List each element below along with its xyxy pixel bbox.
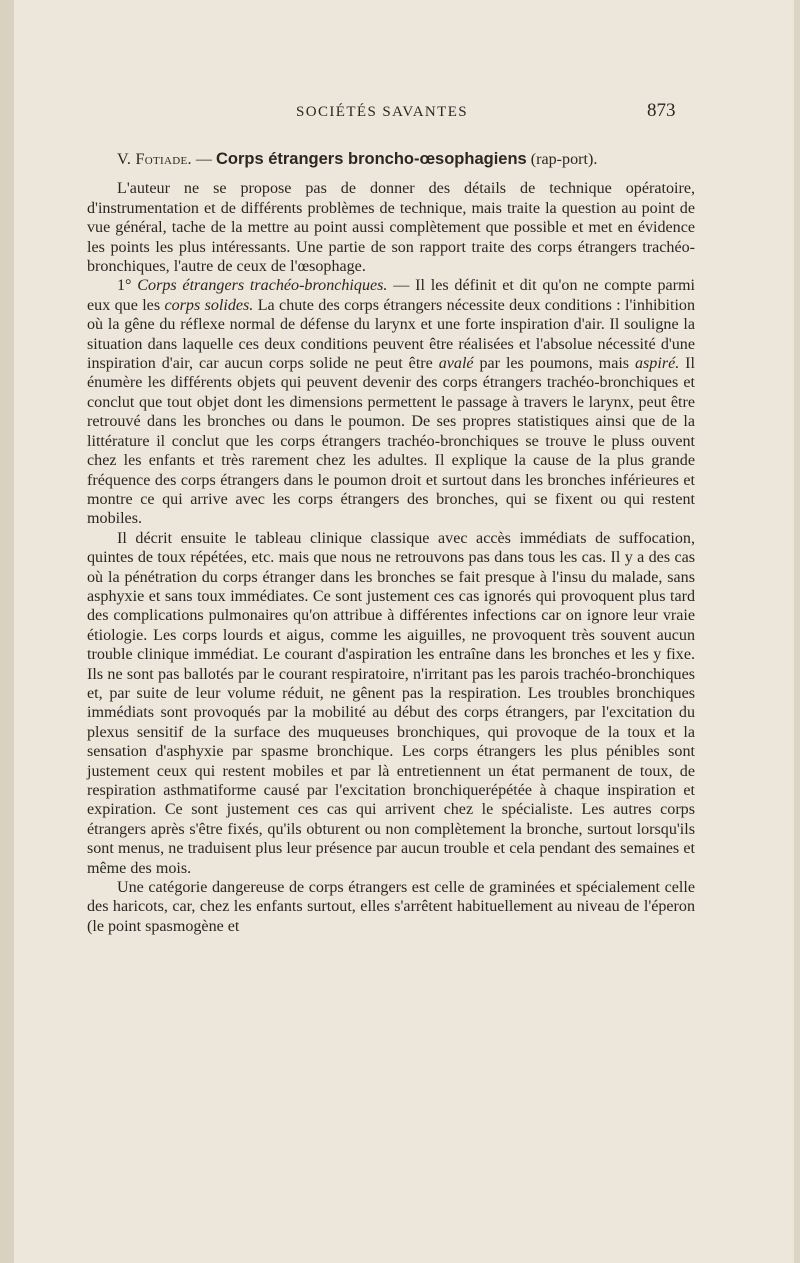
paragraph (87, 276, 695, 528)
page-right-edge (794, 0, 800, 1263)
heading-spacer (87, 169, 695, 179)
author-name: V. Fotiade. (117, 151, 192, 168)
paragraph-container (87, 179, 695, 936)
italic-run: avalé (438, 355, 474, 373)
page-number: 873 (647, 100, 676, 121)
text-run: 1° (117, 277, 138, 295)
paragraph (87, 878, 695, 936)
text-run: — Il les définit et dit qu'on ne compte parmi eux que les (87, 277, 695, 314)
paragraph (87, 529, 695, 878)
title-suffix: (rap-port). (526, 151, 598, 168)
italic-run: corps solides. (164, 296, 254, 314)
paragraph (87, 179, 695, 276)
text-run: L'auteur ne se propose pas de donner des détails de technique opératoire, d'instrumentation et de différents problèmes de technique, mais traite la question au point de vue général, tache de la mettre au point aussi complètement que possible et met en évidence les points les plus intéressants. Une partie de son rapport traite des corps étrangers trachéo-bronchiques, l'autre de ceux de l'œsophage. (87, 180, 695, 276)
article-title: Corps étrangers broncho-œsophagiens (215, 150, 527, 168)
text-run: par les poumons, mais (473, 355, 635, 373)
heading-dash: — (191, 151, 216, 168)
page-header (0, 100, 800, 130)
italic-run: Corps étrangers trachéo-bronchiques. (137, 277, 388, 295)
italic-run: aspiré. (634, 355, 680, 373)
text-run: Il décrit ensuite le tableau clinique classique avec accès immédiats de suffocation, quintes de toux répétées, etc. mais que nous ne retrouvons pas dans tous les cas. Il y a des cas où la pénétration du corps étranger dans les bronches se fait presque à l'insu du malade, sans asphyxie et sans toux immédiates. Ce sont justement ces cas ignorés qui provoquent plus tard des complications pulmonaires qu'on attribue à différentes infections car on ignore leur vraie étiologie. Les corps lourds et aigus, comme les aiguilles, ne provoquent très souvent aucun trouble clinique immédiat. Le courant d'aspiration les entraîne dans les bronches et les y fixe. Ils ne sont pas ballotés par le courant respiratoire, n'irritant pas les parois trachéo-bronchiques et, par suite de leur volume réduit, ne gênent pas la respiration. Les troubles bronchiques immédiats sont provoqués par la mobilité au début des corps étrangers, par l'excitation du plexus sensitif de la surface des muqueuses bronchiques, qui provoque de la toux et la sensation d'asphyxie par spasme bronchique. Les corps étrangers les plus pénibles sont justement ceux qui restent mobiles et par là entretiennent un état permanent de toux, de respiration asthmatiforme causé par l'excitation bronchiquerépétée à chaque inspiration et expiration. Ce sont justement ces cas qui arrivent chez le spécialiste. Les autres corps étrangers après s'être fixés, qu'ils obturent ou non complètement la bronche, surtout lorsqu'ils sont menus, ne traduisent plus leur présence par aucun trouble et cela pendant des semaines et même des mois. (87, 529, 695, 877)
running-head: SOCIÉTÉS SAVANTES (296, 104, 469, 120)
text-run: Une catégorie dangereuse de corps étrangers est celle de graminées et spécialement celle des haricots, car, chez les enfants surtout, elles s'arrêtent habituellement au niveau de l'éperon (le point spasmogène et (87, 879, 695, 935)
page-left-edge (0, 0, 14, 1263)
article-heading (87, 150, 695, 169)
text-run: La chute des corps étrangers nécessite deux conditions : l'inhibition où la gêne du réflexe normal de défense du larynx et une forte inspiration d'air. Il souligne la situation dans laquelle ces deux conditions peuvent être réalisées et l'absolue nécessité d'une inspiration d'air, car aucun corps solide ne peut être (87, 296, 696, 373)
article-body (87, 150, 695, 936)
text-run: Il énumère les différents objets qui peuvent devenir des corps étrangers trachéo-bronchiques et conclut que tout objet dont les dimensions permettent le passage à travers le larynx, peut être retrouvé dans les bronches ou dans le poumon. De ses propres statistiques ainsi que de la littérature il conclut que les corps étrangers trachéo-bronchiques se trouve le pluss ouvent chez les enfants et très rarement chez les adultes. Il explique la cause de la plus grande fréquence des corps étrangers dans le poumon droit et surtout dans les bronches inférieures et montre ce qui arrive avec les corps étrangers des bronches, qui se fixent ou qui restent mobiles. (87, 355, 695, 528)
